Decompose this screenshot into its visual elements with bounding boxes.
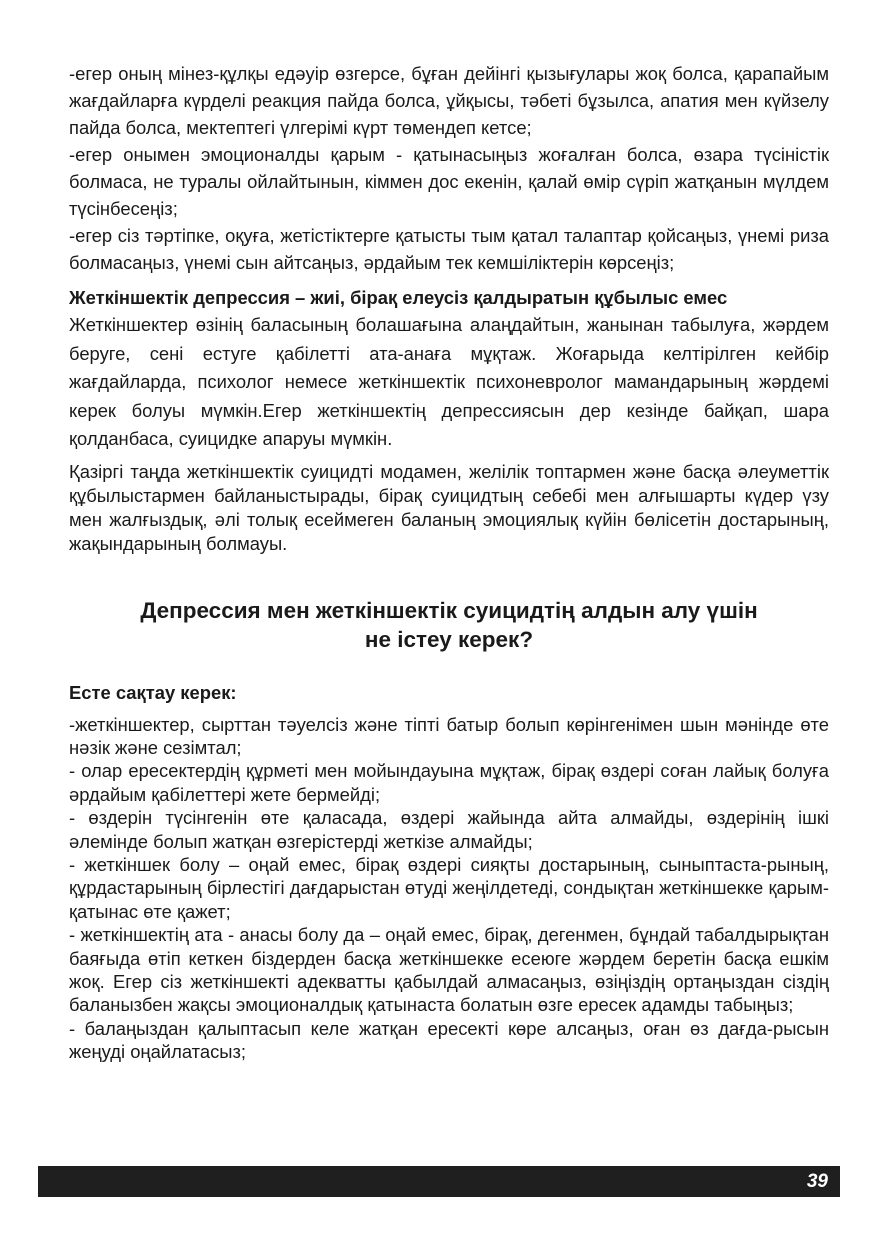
remember-heading: Есте сақтау керек: (69, 681, 237, 703)
body-paragraph: Қазіргі таңда жеткіншектік суицидті модамен, желілік топтармен және басқа әлеуметтік құбылыстармен байланыстырады, бірақ суицидтың себебі мен алғышарты күдер үзу мен жалғыздық, әлі толық есеймеген баланың эмоциялық күйін бөлісетін достарының, жақындарының болмауы. (69, 460, 829, 554)
page-content (69, 60, 829, 1064)
remember-list (69, 713, 829, 1064)
intro-item: -егер оның мінез-құлқы едәуір өзгерсе, бұған дейінгі қызығулары жоқ болса, қарапайым жағдайларға күрделі реакция пайда болса, ұйқысы, тәбеті бұзылса, апатия мен күйзелу пайда болса, мектептегі үлгерімі күрт төмендеп кетсе; (69, 63, 829, 138)
body-paragraph: Жеткіншектер өзінің баласының болашағына алаңдайтын, жанынан табылуға, жәрдем беруге, сені естуге қабілетті ата-анаға мұқтаж. Жоғарыда келтірілген кейбір жағдайларда, психолог немесе жеткіншектік психоневролог мамандарының жәрдемі керек болуы мүмкін.Егер жеткіншектің депрессиясын дер кезінде байқап, шара қолданбаса, суицидке апаруы мүмкін. (69, 314, 829, 449)
list-item: -жеткіншектер, сырттан тәуелсіз және тіпті батыр болып көрінгенімен шын мәнінде өте нәзік және сезімтал; (69, 713, 829, 758)
body-block-1 (69, 311, 829, 454)
section-title (69, 596, 829, 654)
list-item: - балаңыздан қалыптасып келе жатқан ересекті көре алсаңыз, оған өз дағда-рысын жеңуді оңайлатасыз; (69, 1017, 829, 1063)
subheading: Жеткіншектік депрессия – жиі, бірақ елеусіз қалдыратын құбылыс емес (69, 287, 728, 308)
intro-item: -егер онымен эмоционалды қарым - қатынасыңыз жоғалған болса, өзара түсіністік болмаса, не туралы ойлайтынын, кіммен дос екенін, қалай өмір сүріп жатқанын мүлдем түсінбесеңіз; (69, 144, 829, 219)
footer-bar (38, 1166, 840, 1197)
list-item: - өздерін түсінгенін өте қаласада, өздері жайында айта алмайды, өздерінің ішкі әлемінде болып жатқан өзгерістерді жеткізе алмайды; (69, 807, 829, 852)
list-item: - олар ересектердің құрметі мен мойындауына мұқтаж, бірақ өздері соған лайық болуға әрдайым қабілеттері жете бермейді; (69, 760, 829, 805)
page-number: 39 (806, 1171, 828, 1192)
body-block-2 (69, 460, 829, 556)
section-title-line: не істеу керек? (364, 626, 534, 652)
list-item: - жеткіншек болу – оңай емес, бірақ өздері сияқты достарының, сыныптаста-рының, құрдастарының бірлестігі дағдарыстан өтуді жеңілдетеді, сондықтан жеткіншекке қарым-қатынас өте қажет; (69, 853, 829, 922)
section-title-line: Депрессия мен жеткіншектік суицидтің алдын алу үшін (140, 597, 758, 623)
list-item: - жеткіншектің ата - анасы болу да – оңай емес, бірақ, дегенмен, бұндай табалдырықтан баяғыда өтіп кеткен біздерден басқа жеткіншекке есеюге жәрдем беретін басқа ешкім жоқ. Егер сіз жеткіншекті адекватты қабылдай алмасаңыз, өзіңіздің ортаңыздан сіздің баланызбен жақсы эмоционалдық қатынаста болатын өзге ересек адамды табыңыз; (69, 924, 829, 1016)
intro-item: -егер сіз тәртіпке, оқуға, жетістіктерге қатысты тым қатал талаптар қойсаңыз, үнемі риза болмасаңыз, үнемі сын айтсаңыз, әрдайым тек кемшіліктерін көрсеңіз; (69, 225, 829, 273)
intro-list (69, 60, 829, 276)
